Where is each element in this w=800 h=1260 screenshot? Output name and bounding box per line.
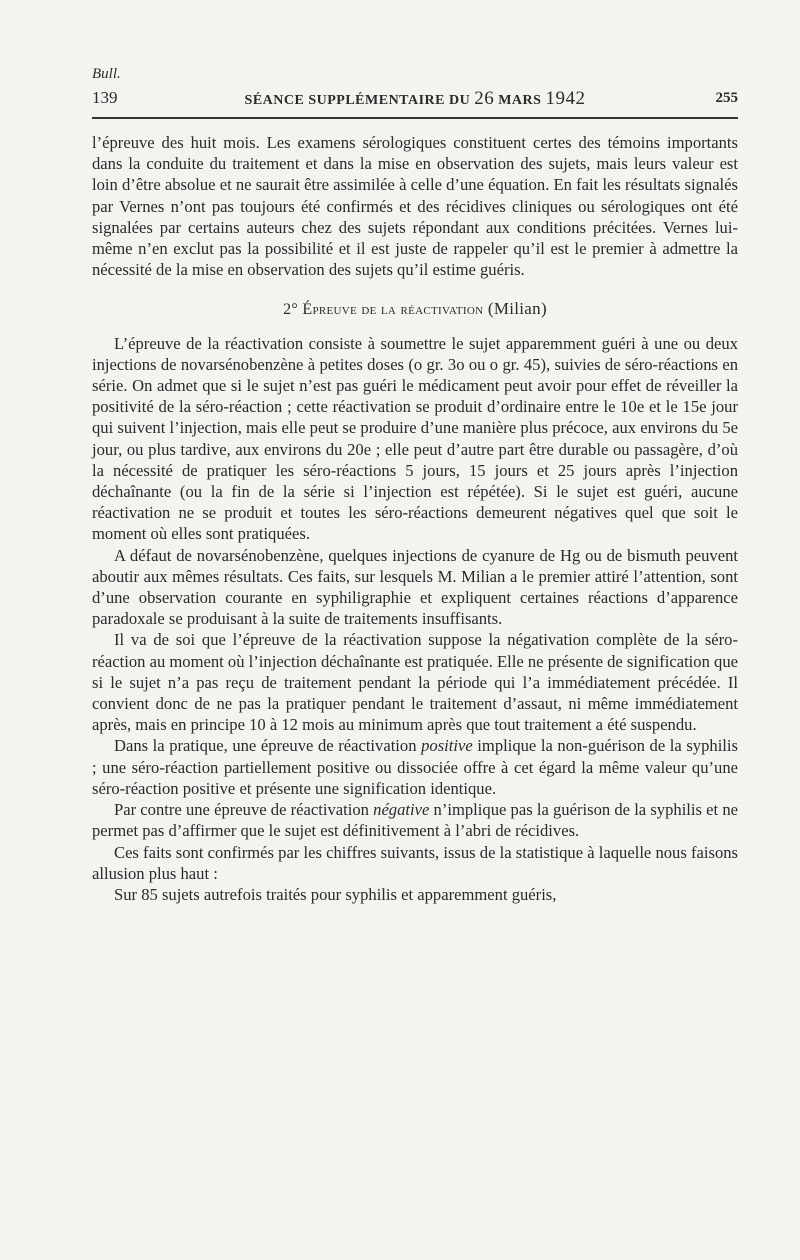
section-author: (Milian) <box>483 299 547 319</box>
paragraph-4: Il va de soi que l’épreuve de la réactivation suppose la négativation complète de la séro-réaction au moment où l’injection déchaînante est pratiquée. Elle ne présente de signification que si le sujet n’a pas reçu de traitement pendant la période qui l’a immédiatement précédée. Il convient donc de ne pas la pratiquer pendant le traitement d’assaut, ni même immédiatement après, mais en principe 10 à 12 mois au minimum après que tout traitement a été suspendu. <box>92 630 738 735</box>
running-title <box>92 88 738 110</box>
folio-right: 255 <box>715 90 738 106</box>
running-title-day: 26 <box>474 88 495 109</box>
paragraph-3: A défaut de novarsénobenzène, quelques injections de cyanure de Hg ou de bismuth peuvent aboutir aux mêmes résultats. Ces faits, sur lesquels M. Milian a le premier attiré l’attention, sont d’une observation courante en syphiligraphie et expliquent certaines réactions d’apparence paradoxale se produisant à la suite de traitements insuffisants. <box>92 545 738 629</box>
journal-abbreviation: Bull. <box>92 66 121 82</box>
running-title-prefix: SÉANCE SUPPLÉMENTAIRE DU <box>244 93 471 108</box>
emphasis-negative: négative <box>373 800 430 820</box>
paragraph-5 <box>92 735 738 799</box>
section-title: Épreuve de la réactivation <box>302 301 484 319</box>
running-title-year: 1942 <box>545 88 586 109</box>
paragraph-6-b: n’implique pas la guérison de la syphilis et ne permet pas d’affirmer que le sujet est définitivement à l’abri de récidives. <box>92 800 738 841</box>
paragraph-6-a: Par contre une épreuve de réactivation <box>114 800 374 820</box>
running-title-month: MARS <box>498 93 542 108</box>
header-rule <box>92 117 738 119</box>
paragraph-6 <box>92 799 738 841</box>
paragraph-7: Ces faits sont confirmés par les chiffres suivants, issus de la statistique à laquelle nous faisons allusion plus haut : <box>92 842 738 883</box>
paragraph-2: L’épreuve de la réactivation consiste à soumettre le sujet apparemment guéri à une ou deux injections de novarsénobenzène à petites doses (o gr. 3o ou o gr. 45), suivies de séro-réactions en série. On admet que si le sujet n’est pas guéri le médicament peut avoir pour effet de réveiller la positivité de la séro-réaction ; cette réactivation se produit d’ordinaire entre le 10e et le 15e jour qui suivent l’injection, mais elle peut se produire d’une manière plus précoce, aux environs du 5e jour, ou plus tardive, aux environs du 20e ; elle peut d’autre part être durable ou passagère, d’où la nécessité de pratiquer les séro-réactions 5 jours, 15 jours et 25 jours après l’injection déchaînante (ou la fin de la série si l’injection est répétée). Si le sujet est guéri, aucune réactivation ne se produit et toutes les séro-réactions demeurent négatives quel que soit le moment où elles sont pratiquées. <box>92 333 738 544</box>
paragraph-5-b: implique la non-guérison de la syphilis ; une séro-réaction partiellement positive ou dissociée offre à cet égard la même valeur qu’une séro-réaction positive et présente une signification identique. <box>92 736 738 798</box>
section-number: 2° <box>283 301 303 319</box>
paragraph-8: Sur 85 sujets autrefois traités pour syphilis et apparemment guéris, <box>114 884 557 904</box>
paragraph-1: l’épreuve des huit mois. Les examens sérologiques constituent certes des témoins importants dans la conduite du traitement et dans la mise en observation des sujets, mais leurs valeur est loin d’être absolue et ne saurait être assimilée à celle d’une équation. En fait les résultats signalés par Vernes n’ont pas toujours été confirmés et des récidives cliniques ou sérologiques ont été signalées par certains auteurs chez des sujets répondant aux conditions précitées. Vernes lui-même n’en exclut pas la possibilité et il est juste de rappeler qu’il est le premier à admettre la nécessité de la mise en observation des sujets qu’il estime guéris. <box>92 133 738 280</box>
emphasis-positive: positive <box>421 736 473 756</box>
body-text <box>92 132 738 905</box>
paragraph-5-a: Dans la pratique, une épreuve de réactivation <box>114 736 422 756</box>
running-header <box>92 88 738 112</box>
folio-left: 139 <box>92 88 118 107</box>
section-heading <box>92 298 738 320</box>
